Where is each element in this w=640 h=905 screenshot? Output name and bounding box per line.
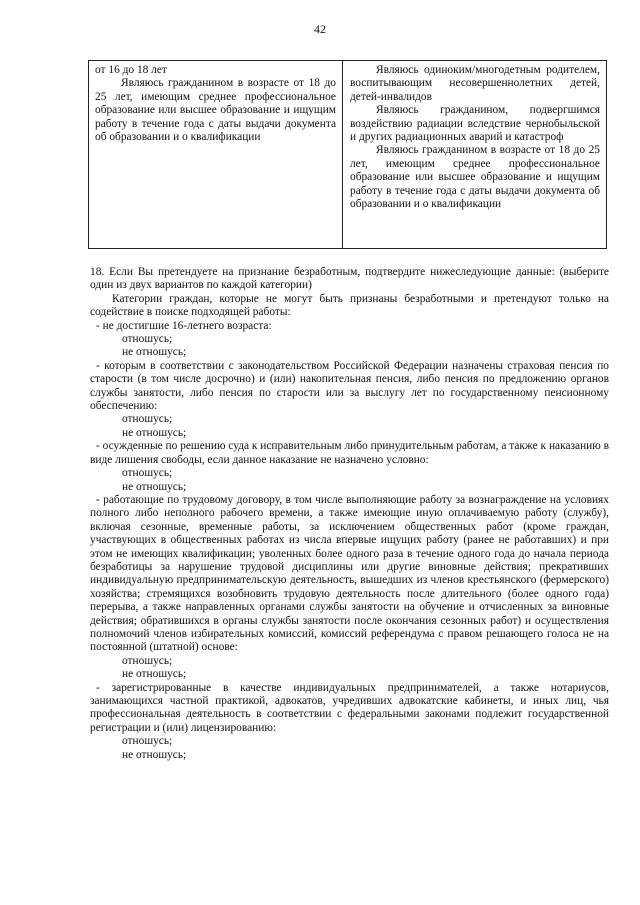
question-intro: Категории граждан, которые не могут быть признаны безработными и претендуют только на содействие в поиске подходящей работы:: [90, 292, 609, 319]
options-table: [88, 60, 607, 249]
right-text-radiation: Являюсь гражданином, подвергшимся воздействию радиации вследствие чернобыльской и других радиационных аварий и катастроф: [350, 104, 600, 144]
question-title: 18. Если Вы претендуете на признание безработным, подтвердите нижеследующие данные: (выберите один из двух вариантов по каждой категории): [90, 266, 609, 292]
option-yes[interactable]: отношусь;: [122, 413, 173, 426]
option-no[interactable]: не отношусь;: [122, 668, 187, 681]
category-item: - осужденные по решению суда к исправительным либо принудительным работам, а также к наказанию в виде лишения свободы, если данное наказание не назначено условно:: [90, 440, 609, 466]
left-text-age: от 16 до 18 лет: [95, 64, 167, 76]
table-right-cell: [343, 61, 606, 248]
option-yes[interactable]: отношусь;: [122, 467, 173, 480]
category-item: - которым в соответствии с законодательством Российской Федерации назначены страховая пенсия по старости (в том числе досрочно) и (или) накопительная пенсия, либо пенсия по предложению органов службы занятости, либо пенсия по старости или за выслугу лет по государственному пенсионному обеспечению:: [90, 359, 609, 413]
right-text-graduate: Являюсь гражданином в возрасте от 18 до 25 лет, имеющим среднее профессиональное образование или высшее образование и ищущим работу в течение года с даты выдачи документа об образовании и о квалификации: [350, 144, 600, 211]
option-no[interactable]: не отношусь;: [122, 426, 187, 439]
option-no[interactable]: не отношусь;: [122, 748, 187, 761]
left-text-graduate: Являюсь гражданином в возрасте от 18 до 25 лет, имеющим среднее профессиональное образование или высшее образование и ищущим работу в течение года с даты выдачи документа об образовании и о квалификации: [95, 77, 336, 144]
option-no[interactable]: не отношусь;: [122, 480, 187, 493]
category-item: - работающие по трудовому договору, в том числе выполняющие работу за вознаграждение на условиях полного либо неполного рабочего времени, а также имеющие иную оплачиваемую работу (службу), включая сезонные, временные работы, за исключением общественных работ (кроме граждан, участвующих в общественных работах из числа впервые ищущих работу (ранее не работавших) и при этом не имеющих квалификации; уволенных более одного раза в течение одного года до начала периода безработицы за нарушение трудовой дисциплины или другие виновные действия; прекративших индивидуальную предпринимательскую деятельность, вышедших из членов крестьянского (фермерского) хозяйства; стремящихся возобновить трудовую деятельность после длительного (более одного года) перерыва, а также направленных органами службы занятости на обучение и отчисленных за виновные действия; обратившихся в органы службы занятости после окончания сезонных работ) и осуществления полномочий членов избирательных комиссий, комиссий референдума с правом решающего голоса не на постоянной (штатной) основе:: [90, 493, 609, 654]
page-number: 42: [314, 22, 326, 36]
category-item: - зарегистрированные в качестве индивидуальных предпринимателей, а также нотариусов, занимающихся частной практикой, адвокатов, учредивших адвокатские кабинеты, и иных лиц, чья профессиональная деятельность в соответствии с федеральными законами подлежит государственной регистрации и (или) лицензированию:: [90, 681, 609, 734]
option-yes[interactable]: отношусь;: [122, 333, 173, 346]
option-yes[interactable]: отношусь;: [122, 735, 173, 748]
table-left-cell: [89, 61, 343, 248]
question-block: [90, 266, 609, 762]
right-text-parent: Являюсь одиноким/многодетным родителем, воспитывающим несовершеннолетних детей, детей-инвалидов: [350, 64, 600, 103]
category-item: - не достигшие 16-летнего возраста:: [96, 319, 272, 332]
option-yes[interactable]: отношусь;: [122, 654, 173, 667]
option-no[interactable]: не отношусь;: [122, 346, 187, 359]
